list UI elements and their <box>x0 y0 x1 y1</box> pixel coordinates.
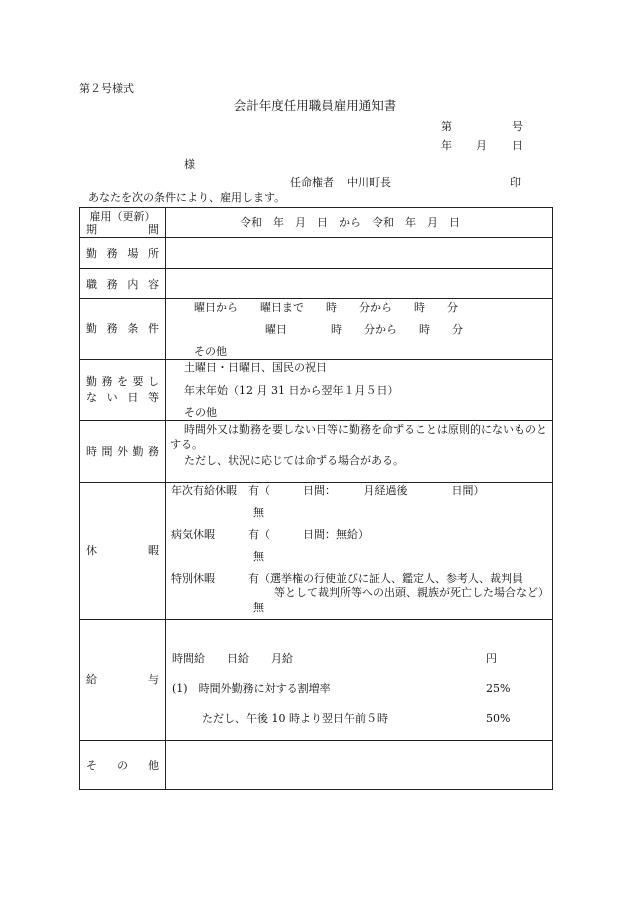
number-suffix: 号 <box>512 120 523 133</box>
label-pay-text: 給 与 <box>86 673 159 686</box>
seal-mark: 印 <box>510 176 521 189</box>
pay-rate-1: 25% <box>486 682 511 695</box>
pay-line-3: ただし、午後 10 時より翌日午前５時 <box>202 712 388 725</box>
overtime-line-2: ただし、状況に応じては命ずる場合がある。 <box>184 454 404 467</box>
appointer-name: 中川町長 <box>347 176 391 189</box>
overtime-line-1: 時間外又は勤務を要しない日等に勤務を命ずることは原則的にないものとする。 <box>170 423 547 451</box>
label-overtime <box>80 421 166 483</box>
form-number: 第２号様式 <box>79 82 134 95</box>
label-other-text: そ の 他 <box>86 759 159 772</box>
leave-special-none: 無 <box>253 601 264 614</box>
label-leave-text: 休 暇 <box>86 544 159 557</box>
label-period-bottom: 期 間 <box>86 223 159 236</box>
pay-rate-2: 50% <box>486 712 511 725</box>
label-overtime-text: 時 間 外 勤 務 <box>86 445 159 458</box>
pay-yen: 円 <box>486 652 497 665</box>
row-pay <box>80 620 553 741</box>
row-duties <box>80 269 553 299</box>
pay-line-1: 時間給 日給 月給 <box>172 652 293 665</box>
row-workplace <box>80 238 553 269</box>
date-year: 年 <box>441 139 452 152</box>
label-other <box>80 741 166 790</box>
label-leave <box>80 483 166 620</box>
date-day: 日 <box>512 139 523 152</box>
label-holidays-bottom: な い 日 等 <box>86 391 159 404</box>
label-holidays <box>80 360 166 421</box>
row-period <box>80 208 553 238</box>
label-duties <box>80 269 166 299</box>
pay-line-2: (1) 時間外勤務に対する割増率 <box>172 682 331 695</box>
label-pay <box>80 620 166 741</box>
row-overtime <box>80 421 553 483</box>
conditions-cell[interactable] <box>166 299 553 360</box>
holidays-line-2: 年末年始（12 月 31 日から翌年１月５日） <box>184 384 399 397</box>
leave-special-1: 特別休暇 有（選挙権の行使並びに証人、鑑定人、参考人、裁判員 <box>171 572 523 585</box>
holidays-line-3: その他 <box>184 406 217 419</box>
row-leave <box>80 483 553 620</box>
label-conditions-text: 勤 務 条 件 <box>86 322 159 335</box>
duties-input-cell[interactable] <box>166 269 553 299</box>
number-prefix: 第 <box>441 120 452 133</box>
leave-special-2: 等として裁判所等への出頭、親族が死亡した場合など） <box>274 586 549 599</box>
holidays-line-1: 土曜日・日曜日、国民の祝日 <box>184 361 327 374</box>
label-duties-text: 職 務 内 容 <box>86 278 159 291</box>
label-workplace-text: 勤 務 場 所 <box>86 247 159 260</box>
leave-cell[interactable] <box>166 483 553 620</box>
holidays-cell[interactable] <box>166 360 553 421</box>
period-value-cell[interactable] <box>166 208 553 238</box>
leave-annual: 年次有給休暇 有（ 日間： 月経過後 日間） <box>171 484 485 497</box>
label-period <box>80 208 166 238</box>
conditions-line-3: その他 <box>194 345 227 358</box>
label-conditions <box>80 299 166 360</box>
row-conditions <box>80 299 553 360</box>
period-value: 令和 年 月 日 から 令和 年 月 日 <box>240 216 460 229</box>
workplace-input-cell[interactable] <box>166 238 553 269</box>
employment-conditions-table <box>79 207 553 790</box>
leave-annual-none: 無 <box>253 506 264 519</box>
pay-cell[interactable] <box>166 620 553 741</box>
row-holidays <box>80 360 553 421</box>
label-period-top: 雇用（更新） <box>89 210 156 223</box>
other-input-cell[interactable] <box>166 741 553 790</box>
label-holidays-top: 勤 務 を 要 し <box>86 375 159 388</box>
leave-sick: 病気休暇 有（ 日間：無給） <box>171 528 369 541</box>
label-workplace <box>80 238 166 269</box>
date-month: 月 <box>476 139 487 152</box>
conditions-line-1: 曜日から 曜日まで 時 分から 時 分 <box>194 301 458 314</box>
page-title: 会計年度任用職員雇用通知書 <box>233 98 397 113</box>
leave-sick-none: 無 <box>253 550 264 563</box>
intro-text: あなたを次の条件により、雇用します。 <box>88 191 286 204</box>
appointer-label: 任命権者 <box>290 176 334 189</box>
conditions-line-2: 曜日 時 分から 時 分 <box>265 323 463 336</box>
overtime-cell[interactable] <box>166 421 553 483</box>
row-other <box>80 741 553 790</box>
recipient-suffix: 様 <box>184 158 195 171</box>
